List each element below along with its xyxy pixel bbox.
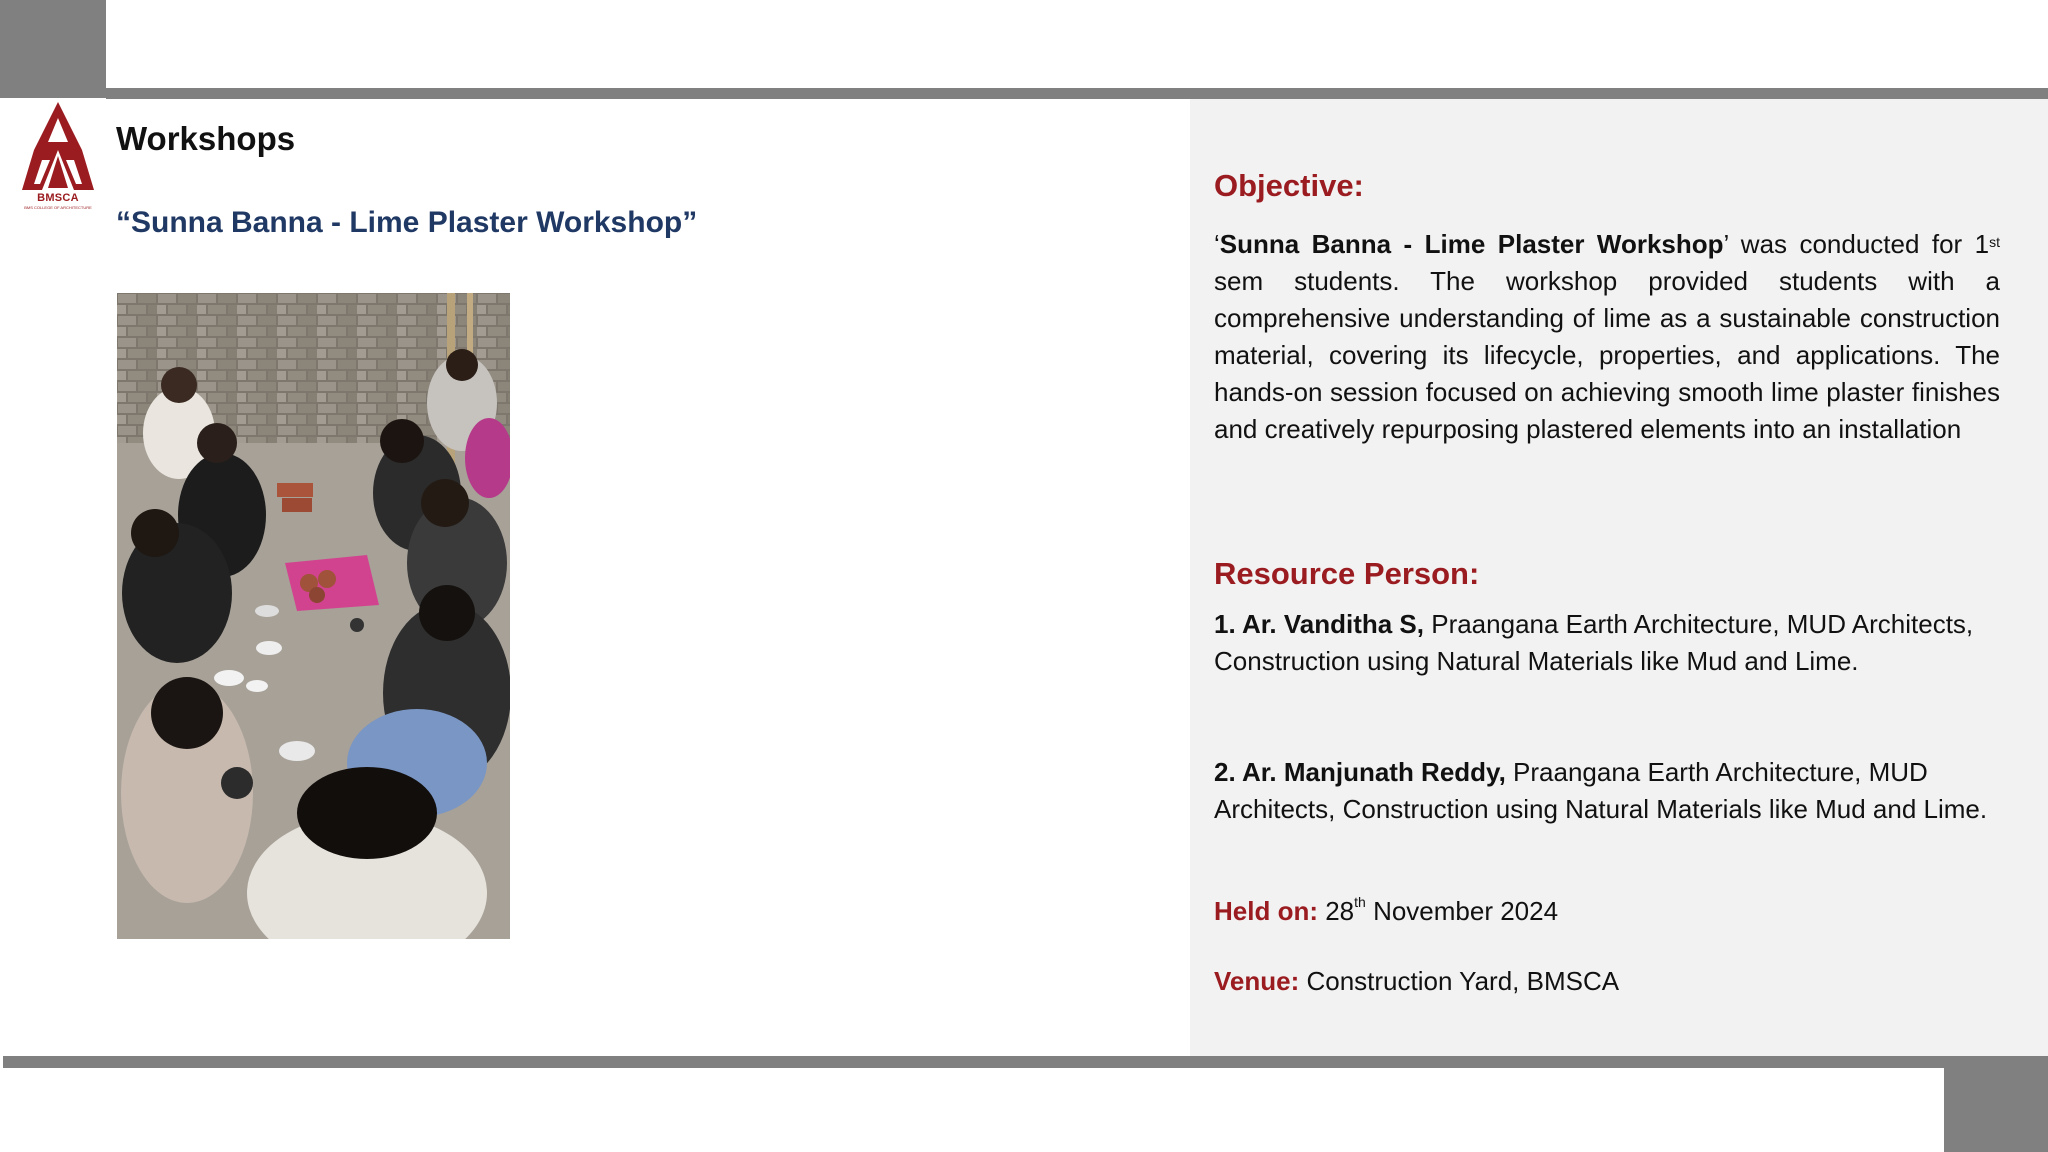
resource-person-heading: Resource Person:: [1214, 556, 1480, 591]
resource-person-1-details: Praangana Earth Architecture, MUD Architects, Construction using Natural Materials like Mud and Lime.: [1214, 609, 1974, 676]
objective-heading: Objective:: [1214, 168, 1364, 203]
objective-ordinal: st: [1989, 234, 2000, 250]
resource-person-2-name: 2. Ar. Manjunath Reddy,: [1214, 757, 1506, 787]
held-on-month-year: November 2024: [1365, 896, 1559, 926]
frame-corner-bottom-right: [1944, 1068, 2048, 1152]
workshop-title: “Sunna Banna - Lime Plaster Workshop”: [116, 206, 698, 239]
objective-workshop-name: Sunna Banna - Lime Plaster Workshop: [1219, 229, 1724, 259]
resource-person-1: [1214, 606, 2014, 680]
resource-person-2: [1214, 754, 2014, 828]
workshop-photo-icon: [117, 293, 510, 939]
frame-bar-bottom: [3, 1056, 2048, 1068]
held-on-ordinal: th: [1354, 894, 1366, 910]
workshop-photo: [117, 293, 510, 939]
college-logo: [22, 100, 94, 212]
frame-bar-top: [106, 88, 2048, 99]
held-on-day: 28: [1318, 896, 1355, 926]
frame-corner-top-left: [0, 0, 106, 98]
objective-paragraph: [1214, 226, 2000, 448]
venue-label: Venue:: [1214, 966, 1300, 996]
logo-subtitle: BMS COLLEGE OF ARCHITECTURE: [24, 205, 92, 210]
objective-quote-open: ‘: [1214, 229, 1220, 259]
page-title: Workshops: [116, 120, 296, 157]
logo-wordmark: BMSCA: [37, 192, 79, 204]
resource-person-2-details: Praangana Earth Architecture, MUD Architects, Construction using Natural Materials like Mud and Lime.: [1214, 757, 1988, 824]
venue-value: Construction Yard, BMSCA: [1299, 966, 1620, 996]
venue-line: [1214, 966, 1619, 997]
held-on-line: [1214, 896, 1558, 927]
held-on-label: Held on:: [1214, 896, 1318, 926]
objective-text-rest: sem students. The workshop provided students with a comprehensive understanding of lime as a sustainable construction material, covering its lifecycle, properties, and applications. The hands-on session focused on achieving smooth lime plaster finishes and creatively repurposing plastered elements into an installation: [1214, 266, 2000, 444]
objective-text-start: ’ was conducted for 1: [1723, 229, 1990, 259]
resource-person-1-name: 1. Ar. Vanditha S,: [1214, 609, 1424, 639]
